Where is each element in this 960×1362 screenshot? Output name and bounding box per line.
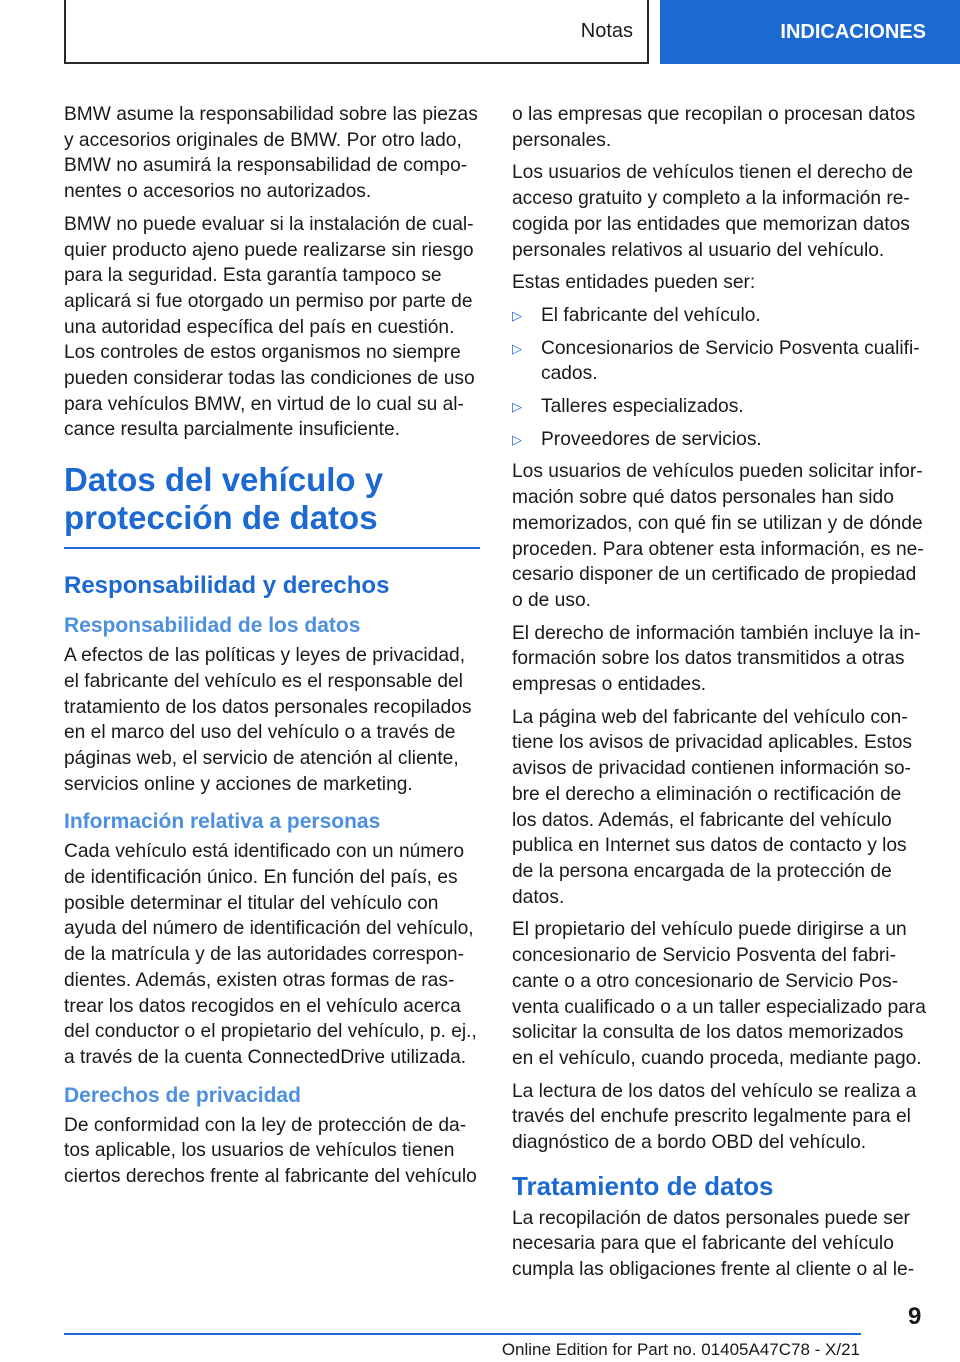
list-item: [512, 303, 928, 329]
list-item-text: El fabricante del vehículo.: [541, 304, 761, 326]
page-number: 9: [908, 1303, 922, 1330]
entity-list: [512, 303, 928, 453]
triangle-bullet-icon: ▷: [512, 431, 522, 447]
list-item: [512, 427, 928, 453]
paragraph: El propietario del vehículo puede dirigirse a un concesionario de Servicio Posventa del fabricante o a otro concesionario de Servicio Posventa cualificado o a un taller especializado para solicitar la consulta de los datos memorizados en el vehículo, cuando proceda, mediante pago.: [512, 919, 926, 1069]
paragraph: El derecho de información también incluye la información sobre los datos transmitidos a otras empresas o entidades.: [512, 622, 921, 696]
topic-heading: Información relativa a personas: [64, 810, 381, 834]
list-item-text: Proveedores de servicios.: [541, 428, 762, 450]
paragraph: Los usuarios de vehículos pueden solicitar información sobre qué datos personales han sido memorizados, con qué fin se utilizan y de dónde proceden. Para obtener esta información, es necesario disponer de un certificado de propiedad o de uso.: [512, 461, 924, 611]
paragraph: La lectura de los datos del vehículo se realiza a través del enchufe prescrito legalmente para el diagnóstico de a bordo OBD del vehículo.: [512, 1080, 917, 1154]
header-left-label: Notas: [580, 19, 633, 42]
list-item-text: Talleres especializados.: [541, 396, 744, 418]
list-item: [512, 336, 928, 387]
paragraph: Estas entidades pueden ser:: [512, 272, 756, 294]
paragraph: Cada vehículo está identificado con un número de identificación único. En función del país, es posible determinar el titular del vehículo con ayuda del número de identificación del vehículo, de la matrícula y de las autoridades correspondientes. Además, existen otras formas de rastrear los datos recogidos en el vehículo acerca del conductor o el propietario del vehículo, p. ej., a través de la cuenta ConnectedDrive utilizada.: [64, 841, 477, 1068]
paragraph: La recopilación de datos personales puede ser necesaria para que el fabricante del vehículo cumpla las obligaciones frente al cliente o al le-: [512, 1207, 915, 1281]
header-right-label: INDICACIONES: [780, 20, 926, 43]
topic-heading: Responsabilidad de los datos: [64, 614, 361, 638]
list-item: [512, 394, 928, 420]
header-chapter-tab: [660, 0, 960, 64]
header-section-notas: [64, 0, 649, 64]
footer-edition-text: Online Edition for Part no. 01405A47C78 - X/21: [501, 1340, 860, 1359]
topic-heading: Derechos de privacidad: [64, 1083, 301, 1107]
list-item-text: Concesionarios de Servicio Posventa cualificados.: [541, 337, 920, 385]
left-column: [64, 102, 480, 1197]
triangle-bullet-icon: ▷: [512, 307, 522, 323]
section-heading: Datos del vehículo y protección de datos: [64, 461, 480, 549]
paragraph: BMW no puede evaluar si la instalación de cualquier producto ajeno puede realizarse sin riesgo para la seguridad. Esta garantía tampoco se aplicará si fue otorgado un permiso por parte de una autoridad específica del país en cuestión. Los controles de estos organismos no siempre pueden considerar todas las condiciones de uso para vehículos BMW, en virtud de lo cual su alcance resulta parcialmente insuficiente.: [64, 213, 475, 441]
paragraph: De conformidad con la ley de protección de datos aplicable, los usuarios de vehículos tienen ciertos derechos frente al fabricante del vehículo: [64, 1114, 477, 1188]
right-column: [512, 102, 928, 1290]
subsection-heading: Tratamiento de datos: [512, 1170, 774, 1201]
paragraph: La página web del fabricante del vehículo contiene los avisos de privacidad aplicables. Estos avisos de privacidad contienen información sobre el derecho a eliminación o rectificación de los datos. Además, el fabricante del vehículo publica en Internet sus datos de contacto y los de la persona encargada de la protección de datos.: [512, 706, 912, 908]
footer-divider: [64, 1333, 861, 1335]
paragraph: BMW asume la responsabilidad sobre las piezas y accesorios originales de BMW. Por otro lado, BMW no asumirá la responsabilidad de componentes o accesorios no autorizados.: [64, 104, 478, 203]
paragraph: o las empresas que recopilan o procesan datos personales.: [512, 104, 916, 151]
triangle-bullet-icon: ▷: [512, 340, 522, 356]
paragraph: Los usuarios de vehículos tienen el derecho de acceso gratuito y completo a la información recogida por las entidades que memorizan datos personales relativos al usuario del vehículo.: [512, 162, 914, 261]
subsection-heading: Responsabilidad y derechos: [64, 572, 390, 600]
paragraph: A efectos de las políticas y leyes de privacidad, el fabricante del vehículo es el responsable del tratamiento de los datos personales recopilados en el marco del uso del vehículo o a través de páginas web, el servicio de atención al cliente, servicios online y acciones de marketing.: [64, 645, 472, 795]
triangle-bullet-icon: ▷: [512, 399, 522, 415]
